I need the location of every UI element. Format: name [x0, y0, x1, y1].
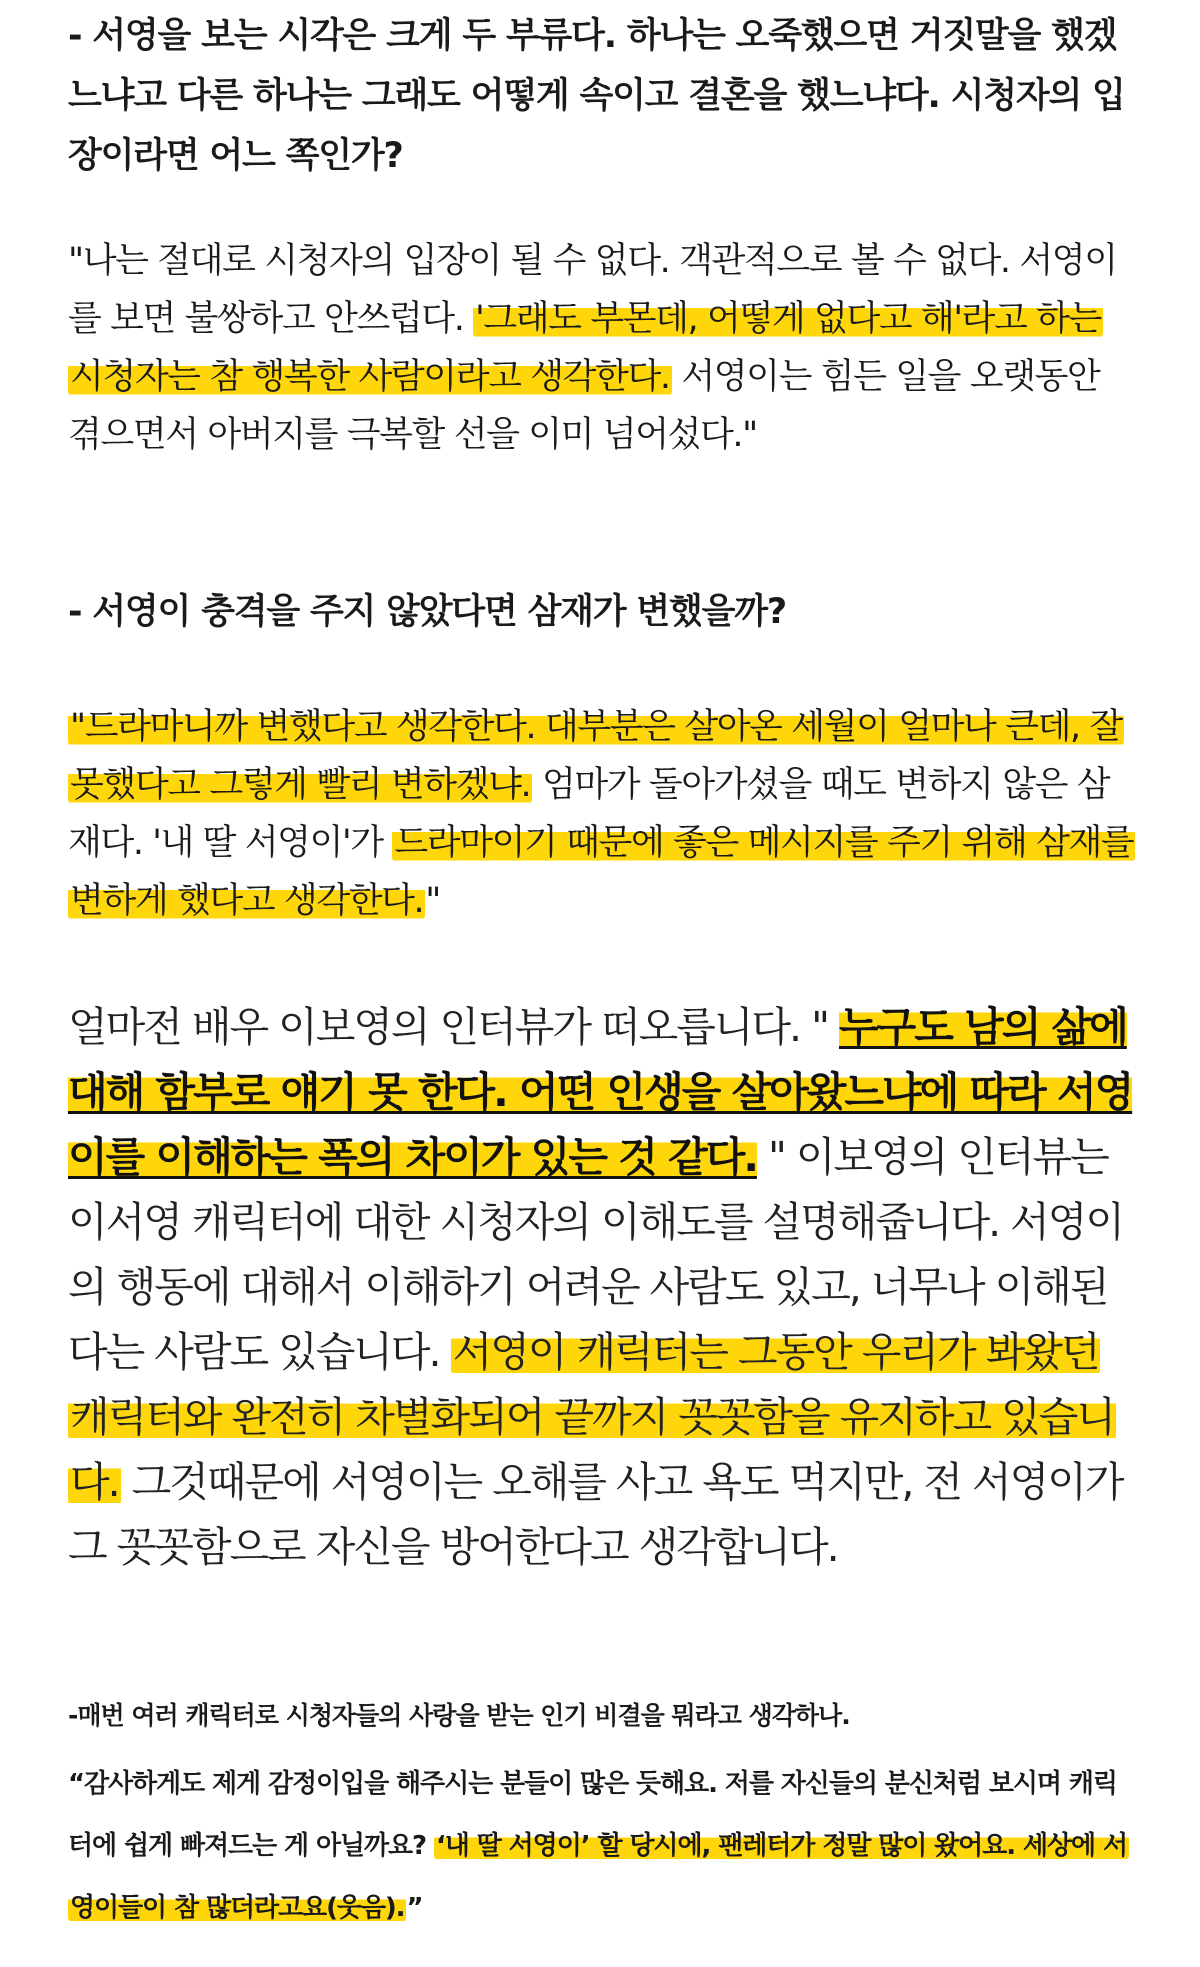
answer-2-text-b: " — [425, 881, 440, 921]
interview-answer-1 — [68, 232, 1140, 464]
interview-question-1: - 서영을 보는 시각은 크게 두 부류다. 하나는 오죽했으면 거짓말을 했겠느냐고 다른 하나는 그래도 어떻게 속이고 결혼을 했느냐다. 시청자의 입장이라면 어느 쪽인가? — [68, 16, 1125, 176]
commentary-highlight: 서영이 캐릭터는 그동안 우리가 봐왔던 캐릭터와 완전히 차별화되어 끝까지 꼿꼿함을 유지하고 있습니다. — [70, 1328, 1114, 1506]
answer-1-highlight: '그래도 부몬데, 어떻게 없다고 해'라고 하는 시청자는 참 행복한 사람이라고 생각한다. — [70, 299, 1101, 397]
answer-2-highlight-a: "드라마니까 변했다고 생각한다. 대부분은 살아온 세월이 얼마나 큰데, 잘못했다고 그렇게 빨리 변하겠냐. — [70, 707, 1122, 805]
interview-question-3: -매번 여러 캐릭터로 시청자들의 사랑을 받는 인기 비결을 뭐라고 생각하나. — [68, 1701, 850, 1730]
interview-question-2: - 서영이 충격을 주지 않았다면 삼재가 변했을까? — [68, 592, 786, 632]
answer-3-highlight: ‘내 딸 서영이’ 할 당시에, 팬레터가 정말 많이 왔어요. 세상에 서영이들이 참 많더라고요(웃음). — [70, 1831, 1127, 1923]
commentary-text-a: 얼마전 배우 이보영의 인터뷰가 떠오릅니다. " — [68, 1003, 839, 1051]
blog-commentary — [68, 995, 1140, 1580]
commentary-text-c: 그것때문에 서영이는 오해를 사고 욕도 먹지만, 전 서영이가 그 꼿꼿함으로 자신을 방어한다고 생각합니다. — [68, 1458, 1123, 1571]
answer-1-text-a: "나는 절대로 시청자의 입장이 될 수 없다. 객관적으로 볼 수 없다. 서영이를 보면 불쌍하고 안쓰럽다. — [68, 241, 1117, 339]
answer-1-text-b: 서영이는 힘든 일을 오랫동안 겪으면서 아버지를 극복할 선을 이미 넘어섰다." — [68, 357, 1100, 455]
commentary-quote-highlight: 누구도 남의 삶에 대해 함부로 얘기 못 한다. 어떤 인생을 살아왔느냐에 따라 서영이를 이해하는 폭의 차이가 있는 것 같다. — [68, 1003, 1133, 1181]
answer-3-text-a: “감사하게도 제게 감정이입을 해주시는 분들이 많은 듯해요. 저를 자신들의 분신처럼 보시며 캐릭터에 쉽게 빠져드는 게 아닐까요? — [68, 1769, 1117, 1861]
interview-answer-3 — [68, 1753, 1140, 1939]
interview-answer-2 — [68, 698, 1140, 930]
answer-2-highlight-b: 드라마이기 때문에 좋은 메시지를 주기 위해 삼재를 변하게 했다고 생각한다. — [70, 823, 1134, 921]
commentary-text-b: " 이보영의 인터뷰는 이서영 캐릭터에 대한 시청자의 이해도를 설명해줍니다. 서영이의 행동에 대해서 이해하기 어려운 사람도 있고, 너무나 이해된다는 사람도 있습니다. — [68, 1133, 1123, 1376]
answer-2-text-a: 엄마가 돌아가셨을 때도 변하지 않은 삼재다. '내 딸 서영이'가 — [68, 765, 1110, 863]
answer-3-text-b: ” — [406, 1893, 423, 1923]
